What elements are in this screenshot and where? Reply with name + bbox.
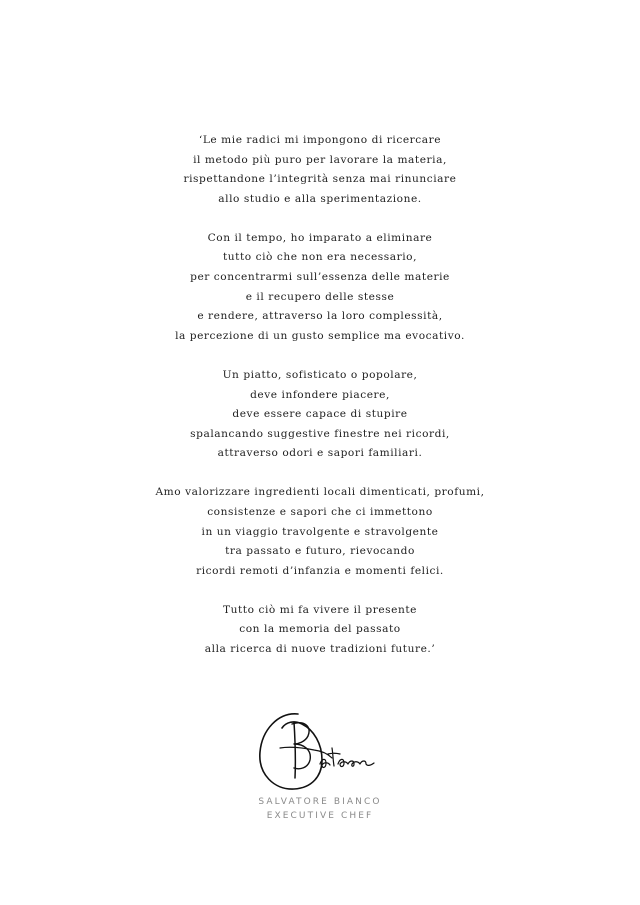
poem-line: Tutto ciò mi fa vivere il presente xyxy=(223,603,417,616)
poem-line: spalancando suggestive finestre nei ricordi, xyxy=(190,427,450,440)
stanza-5 xyxy=(0,601,640,660)
stanza-3 xyxy=(0,366,640,464)
poem-line: in un viaggio travolgente e stravolgente xyxy=(201,525,439,538)
poem-line: Amo valorizzare ingredienti locali dimenticati, profumi, xyxy=(155,486,485,499)
poem-line: ricordi remoti d’infanzia e momenti felici. xyxy=(196,564,444,577)
chef-name: SALVATORE BIANCO xyxy=(258,797,382,807)
poem-line: per concentrarmi sull’essenza delle materie xyxy=(190,271,450,284)
poem-line: e il recupero delle stesse xyxy=(245,290,395,303)
poem-line: tutto ciò che non era necessario, xyxy=(222,251,418,264)
poem-line: Con il tempo, ho imparato a eliminare xyxy=(207,231,433,244)
poem-line: il metodo più puro per lavorare la materia, xyxy=(193,153,447,166)
poem-line: la percezione di un gusto semplice ma evocativo. xyxy=(175,329,465,342)
poem-line: consistenze e sapori che ci immettono xyxy=(207,506,433,518)
stanza-1 xyxy=(0,131,640,209)
poem-text xyxy=(0,131,640,679)
poem-line: con la memoria del passato xyxy=(239,623,401,636)
stanza-2 xyxy=(0,229,640,347)
poem-line: allo studio e alla sperimentazione. xyxy=(218,192,422,205)
poem-line: alla ricerca di nuove tradizioni future.’ xyxy=(204,643,436,656)
poem-line: ‘Le mie radici mi impongono di ricercare xyxy=(198,134,442,146)
poem-line: attraverso odori e sapori familiari. xyxy=(217,447,423,460)
poem-line: tra passato e futuro, rievocando xyxy=(225,545,415,558)
stanza-4 xyxy=(0,483,640,581)
poem-line: e rendere, attraverso la loro complessità, xyxy=(197,310,443,323)
poem-line: deve infondere piacere, xyxy=(250,388,390,401)
poem-line: Un piatto, sofisticato o popolare, xyxy=(222,368,418,381)
handwritten-signature-icon xyxy=(252,708,382,792)
poem-line: rispettandone l’integrità senza mai rinunciare xyxy=(183,173,457,186)
chef-title: EXECUTIVE CHEF xyxy=(266,811,374,821)
poem-line: deve essere capace di stupire xyxy=(232,408,408,421)
